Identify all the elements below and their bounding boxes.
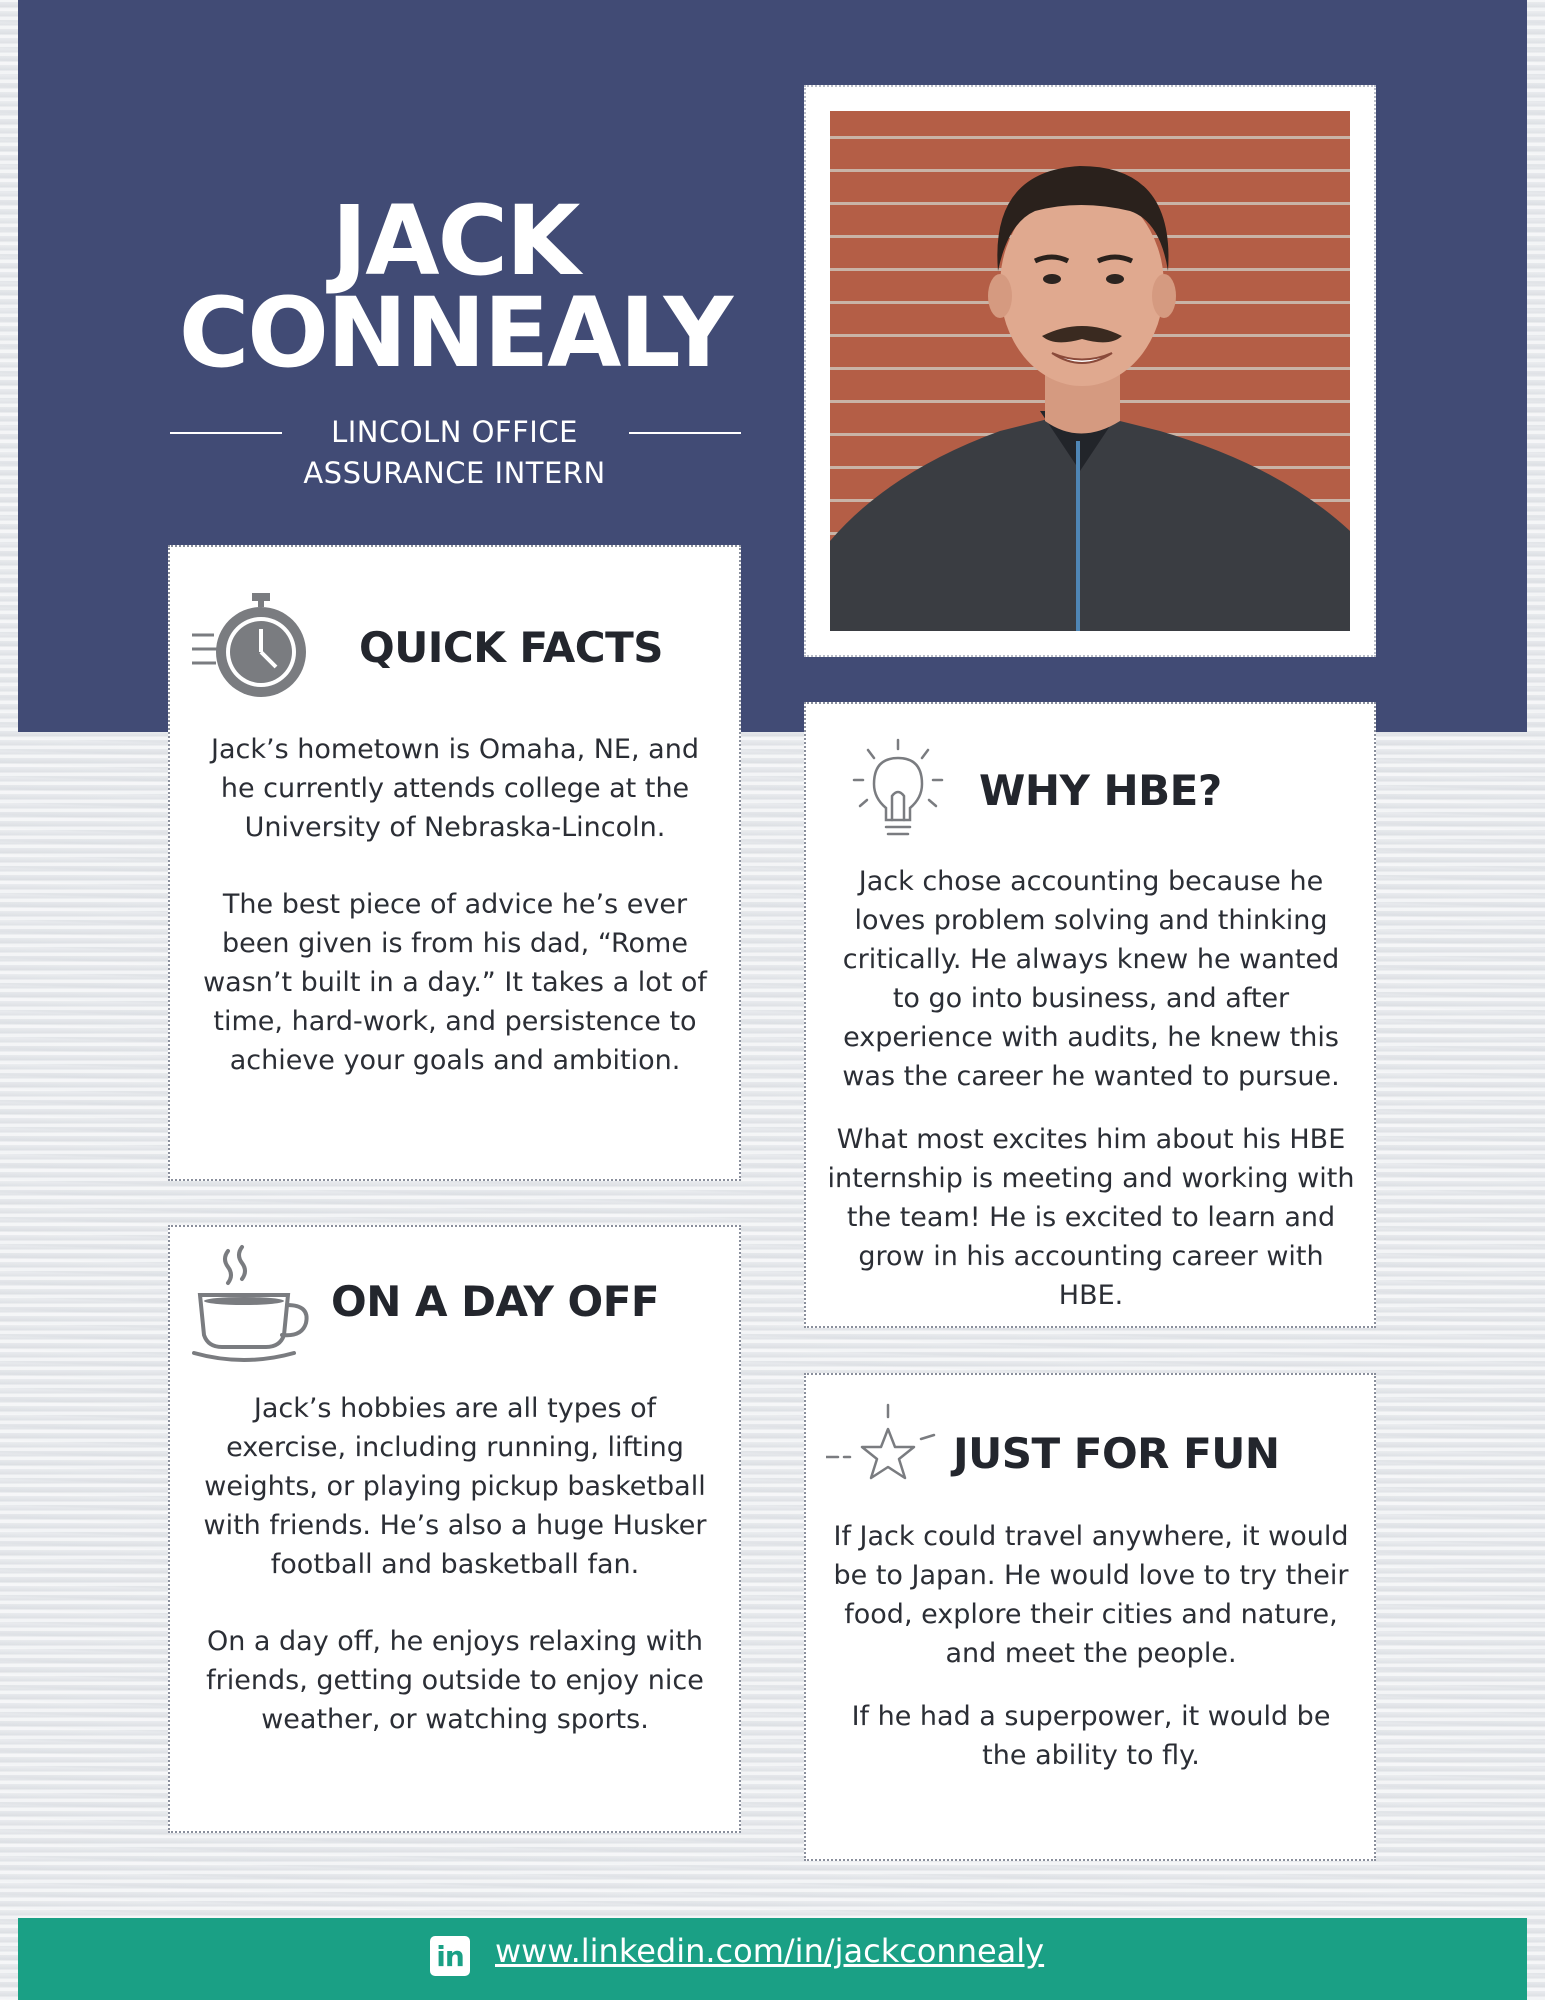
photo-frame [804,85,1376,657]
why-hbe-paragraph-1: Jack chose accounting because he loves problem solving and thinking critically. He always knew he wanted to go into business, and after experience with audits, he knew this was the career he wanted to pursue. [842,866,1340,1092]
day-off-card [168,1225,741,1833]
just-for-fun-title: JUST FOR FUN [953,1429,1280,1478]
why-hbe-card [804,702,1376,1328]
just-for-fun-text [826,1517,1356,1775]
first-name: JACK [331,185,579,297]
stopwatch-icon [192,587,312,707]
lightbulb-icon [848,736,948,846]
quick-facts-card [168,545,741,1181]
portrait-illustration [830,111,1350,631]
coffee-cup-icon [192,1243,317,1368]
star-icon [826,1403,941,1493]
just-for-fun-card [804,1373,1376,1861]
linkedin-link[interactable]: www.linkedin.com/in/jackconnealy [495,1932,1045,1970]
day-off-text [190,1389,720,1739]
just-for-fun-paragraph-2: If he had a superpower, it would be the ability to fly. [851,1701,1331,1771]
quick-facts-text [190,730,720,1080]
office-label: LINCOLN OFFICE [331,415,578,449]
role-label: ASSURANCE INTERN [303,456,606,490]
quick-facts-title: QUICK FACTS [359,623,664,672]
just-for-fun-paragraph-1: If Jack could travel anywhere, it would be to Japan. He would love to try their food, explore their cities and nature, and meet the people. [833,1521,1349,1669]
portrait-photo [830,111,1350,631]
why-hbe-text [826,862,1356,1315]
subtitle [168,412,741,494]
day-off-paragraph-1: Jack’s hobbies are all types of exercise, including running, lifting weights, or playing pickup basketball with friends. He’s also a huge Husker football and basketball fan. [203,1393,707,1580]
day-off-title: ON A DAY OFF [331,1277,660,1326]
why-hbe-title: WHY HBE? [979,766,1222,815]
linkedin-icon[interactable]: in [430,1936,470,1976]
quick-facts-paragraph-1: Jack’s hometown is Omaha, NE, and he currently attends college at the University of Nebraska-Lincoln. [211,734,699,843]
page-title [150,185,760,389]
why-hbe-paragraph-2: What most excites him about his HBE internship is meeting and working with the team! He is excited to learn and grow in his accounting career with HBE. [827,1124,1355,1311]
quick-facts-paragraph-2: The best piece of advice he’s ever been given is from his dad, “Rome wasn’t built in a day.” It takes a lot of time, hard-work, and persistence to achieve your goals and ambition. [203,889,707,1076]
last-name: CONNEALY [178,277,732,389]
day-off-paragraph-2: On a day off, he enjoys relaxing with friends, getting outside to enjoy nice weather, or watching sports. [206,1626,704,1735]
